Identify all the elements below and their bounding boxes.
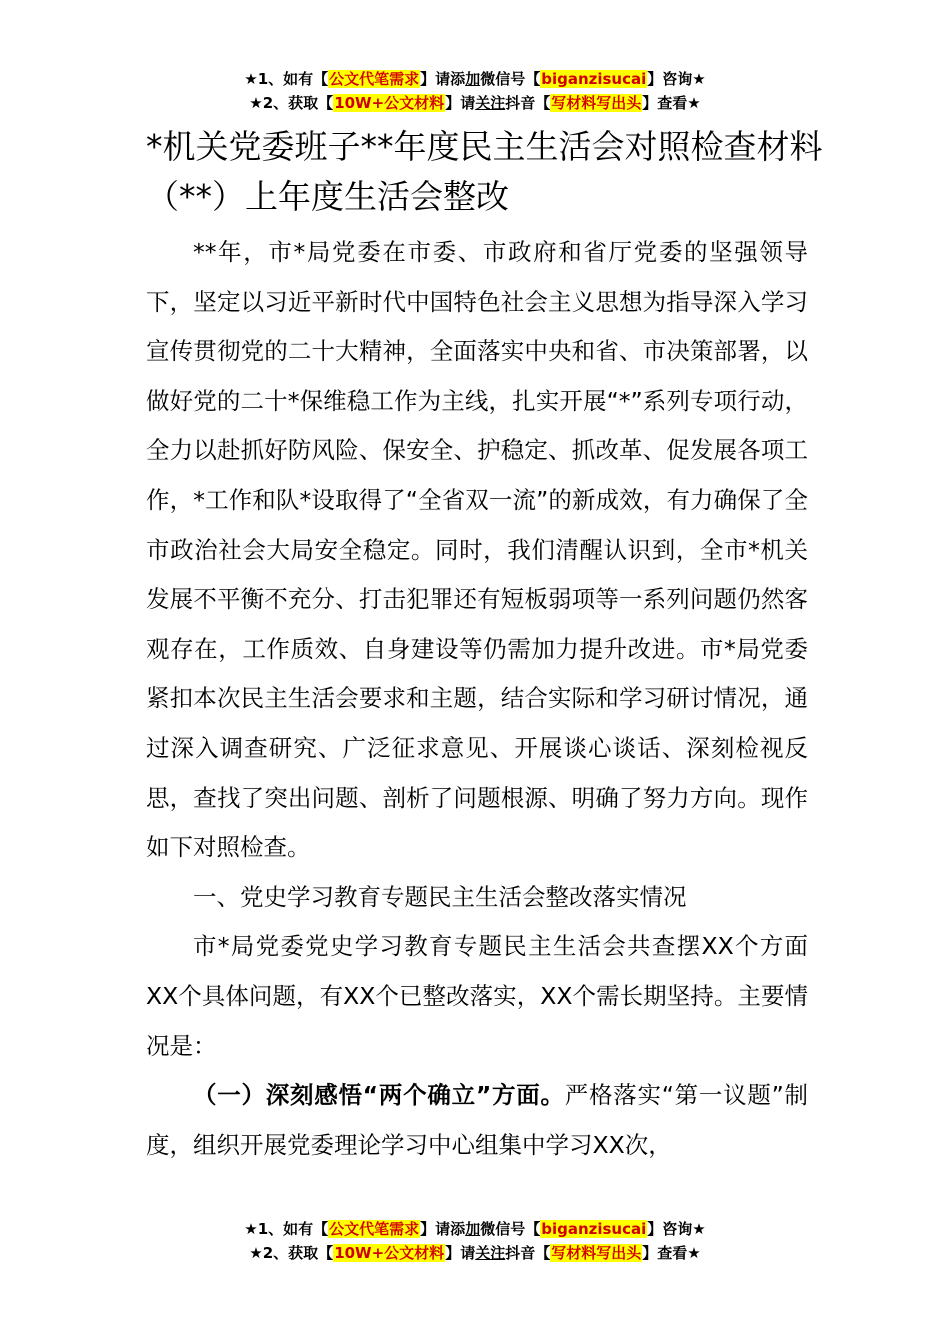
banner-line-1 — [0, 1218, 950, 1242]
banner-text: 】查看★ — [642, 1244, 701, 1262]
banner-text: 】咨询★ — [647, 70, 706, 88]
banner-text: 抖音【 — [505, 1244, 551, 1262]
banner-highlight: 写材料写出头 — [551, 94, 642, 112]
banner-line-2 — [0, 92, 950, 116]
banner-text: 】咨询★ — [647, 1220, 706, 1238]
banner-text: ★1、如有【 — [244, 70, 329, 88]
banner-text: 微信号【 — [480, 70, 541, 88]
banner-highlight: 10W+公文材料 — [334, 1244, 445, 1262]
banner-text: ★2、获取【 — [249, 1244, 334, 1262]
banner-text: 】请添 — [420, 70, 466, 88]
banner-highlight: 10W+公文材料 — [334, 94, 445, 112]
header-banner — [0, 68, 950, 116]
banner-highlight: 公文代笔需求 — [329, 1220, 420, 1238]
banner-text: 】请 — [445, 94, 476, 112]
banner-text: ★1、如有【 — [244, 1220, 329, 1238]
banner-line-2 — [0, 1242, 950, 1266]
item-heading: （一）深刻感悟“两个确立”方面。 — [193, 1081, 565, 1110]
banner-highlight: biganzisucai — [541, 1220, 647, 1238]
footer-banner — [0, 1218, 950, 1266]
paragraph-intro: **年，市*局党委在市委、市政府和省厅党委的坚强领导下，坚定以习近平新时代中国特色社会主义思想为指导深入学习宣传贯彻党的二十大精神，全面落实中央和省、市决策部署，以做好党的二十*保维稳工作为主线，扎实开展“*”系列专项行动，全力以赴抓好防风险、保安全、护稳定、抓改革、促发展各项工作，*工作和队*设取得了“全省双一流”的新成效，有力确保了全市政治社会大局安全稳定。同时，我们清醒认识到，全市*机关发展不平衡不充分、打击犯罪还有短板弱项等一系列问题仍然客观存在，工作质效、自身建设等仍需加力提升改进。市*局党委紧扣本次民主生活会要求和主题，结合实际和学习研讨情况，通过深入调查研究、广泛征求意见、开展谈心谈话、深刻检视反思，查找了突出问题、剖析了问题根源、明确了努力方向。现作如下对照检查。 — [146, 238, 808, 862]
banner-highlight: biganzisucai — [541, 70, 647, 88]
document-body — [146, 228, 808, 1170]
document-title: *机关党委班子**年度民主生活会对照检查材料（**）上年度生活会整改 — [146, 127, 823, 216]
banner-highlight: 公文代笔需求 — [329, 70, 420, 88]
banner-text: 】请添 — [420, 1220, 466, 1238]
banner-highlight: 写材料写出头 — [551, 1244, 642, 1262]
banner-text: 】请 — [445, 1244, 476, 1262]
banner-text: 抖音【 — [505, 94, 551, 112]
item-text: 严格落实“第一议题”制度，组织开展党委理论学习中心组集中学习XX次， — [146, 1081, 809, 1159]
banner-text: 】查看★ — [642, 94, 701, 112]
banner-underline: 加 — [465, 1220, 481, 1238]
banner-text: ★2、获取【 — [249, 94, 334, 112]
banner-line-1 — [0, 68, 950, 92]
paragraph-summary: 市*局党委党史学习教育专题民主生活会共查摆XX个方面XX个具体问题，有XX个已整改落实，XX个需长期坚持。主要情况是： — [146, 932, 808, 1060]
banner-underline: 关注 — [475, 94, 506, 112]
banner-underline: 关注 — [475, 1244, 506, 1262]
paragraph-item-1 — [146, 1071, 808, 1170]
banner-text: 微信号【 — [480, 1220, 541, 1238]
banner-underline: 加 — [465, 70, 481, 88]
section-heading: 一、党史学习教育专题民主生活会整改落实情况 — [193, 882, 687, 911]
